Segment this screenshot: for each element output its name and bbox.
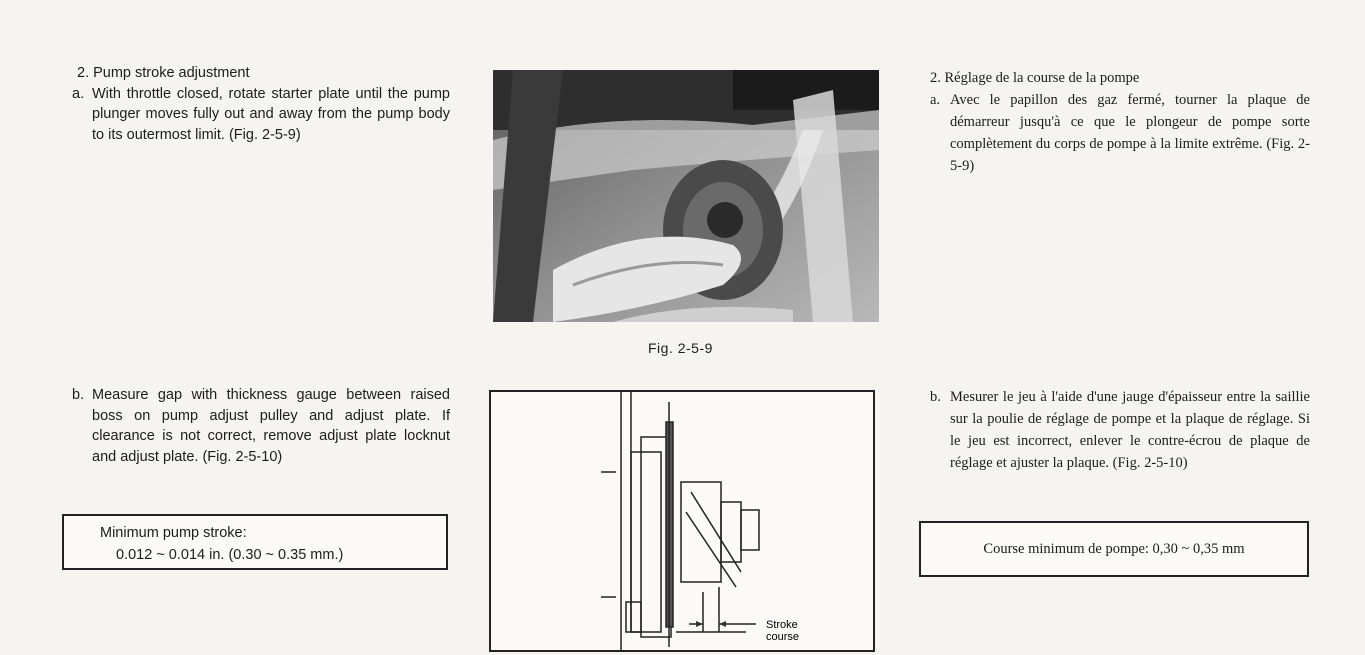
pump-stroke-diagram: [489, 390, 875, 652]
pump-stroke-diagram-drawing: [491, 392, 873, 650]
english-item-a: [72, 84, 450, 146]
english-item-b: [72, 385, 450, 467]
carburetor-photo: [493, 70, 879, 322]
figure-caption: Fig. 2-5-9: [648, 340, 713, 356]
french-spec-box: [919, 521, 1309, 577]
french-item-a-text: Avec le papillon des gaz fermé, tourner la plaque de démarreur jusqu'à ce que le plongeur de pompe sorte complètement du corps de pompe à la limite extrême. (Fig. 2-5-9): [950, 92, 1310, 174]
french-column: [930, 67, 1310, 177]
french-item-b-label: b.: [930, 389, 941, 405]
french-spec-text: Course minimum de pompe: 0,30 ~ 0,35 mm: [983, 540, 1245, 557]
french-item-a: [930, 89, 1310, 177]
carburetor-photo-image: [493, 70, 879, 322]
stroke-label: Stroke: [766, 619, 798, 631]
english-item-a-text: With throttle closed, rotate starter plate until the pump plunger moves fully out and away from the pump body to its outermost limit. (Fig. 2-5-9): [92, 85, 450, 143]
course-label: course: [766, 631, 800, 643]
english-column-b: [72, 385, 450, 467]
english-column: [72, 63, 450, 145]
english-spec-line2: 0.012 ~ 0.014 in. (0.30 ~ 0.35 mm.): [116, 547, 344, 563]
french-step-title: 2. Réglage de la course de la pompe: [930, 70, 1140, 86]
english-item-b-label: b.: [72, 387, 85, 403]
french-item-b-text: Mesurer le jeu à l'aide d'une jauge d'épaisseur entre la saillie sur la poulie de réglage de pompe et la plaque de réglage. Si le jeu est incorrect, enlever le contre-écrou de plaque de réglage et ajuster la plaque. (Fig. 2-5-10): [950, 389, 1310, 471]
english-item-a-label: a.: [72, 85, 85, 102]
french-item-a-label: a.: [930, 92, 941, 108]
english-item-b-text: Measure gap with thickness gauge between raised boss on pump adjust pulley and adjust plate. If clearance is not correct, remove adjust plate locknut and adjust plate. (Fig. 2-5-10): [92, 387, 450, 465]
french-item-b: [930, 386, 1310, 474]
english-step-title: 2. Pump stroke adjustment: [77, 65, 250, 81]
english-spec-line1: Minimum pump stroke:: [100, 525, 247, 541]
english-spec-box: [62, 514, 448, 570]
french-column-b: [930, 386, 1310, 474]
